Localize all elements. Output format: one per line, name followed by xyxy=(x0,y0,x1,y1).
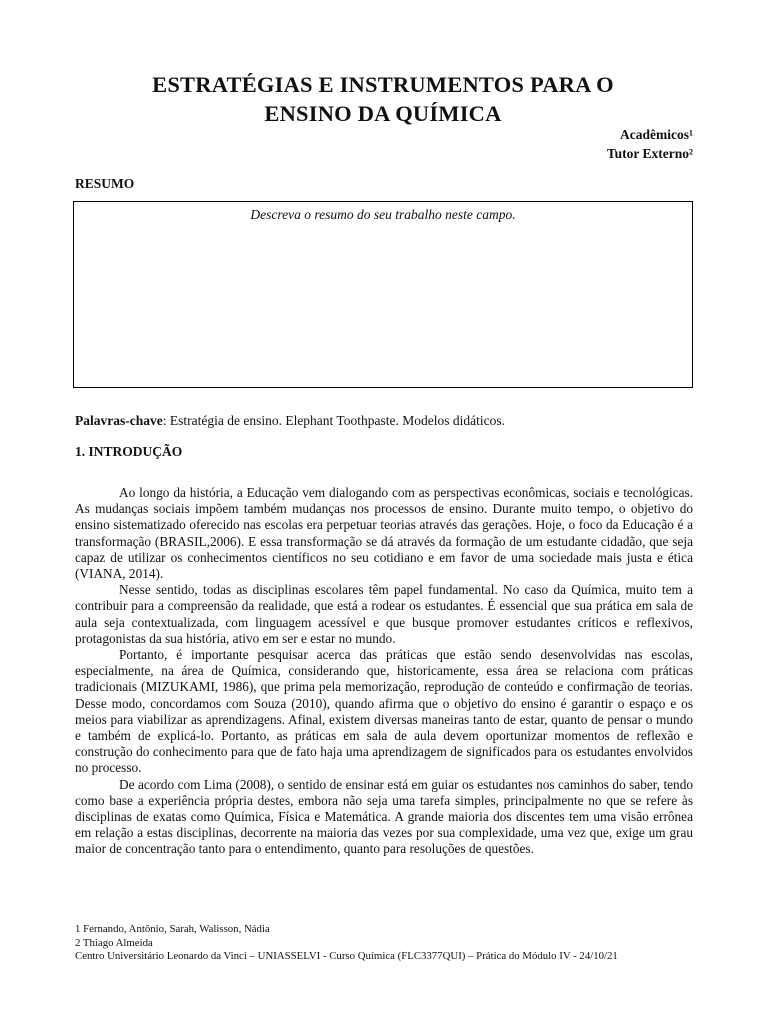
resumo-box[interactable] xyxy=(73,201,693,388)
academics-label: Acadêmicos¹ xyxy=(619,127,693,142)
keywords-line xyxy=(75,411,505,430)
footnote-institution: Centro Universitário Leonardo da Vinci – UNIASSELVI - Curso Química (FLC3377QUI) – Prática do Módulo IV - 24/10/21 xyxy=(75,950,618,962)
resumo-placeholder: Descreva o resumo do seu trabalho neste campo. xyxy=(250,207,516,222)
footnote-2: 2 Thiago Almeida xyxy=(75,936,153,949)
introduction-body xyxy=(75,485,693,858)
tutor-label: Tutor Externo² xyxy=(606,146,693,161)
section-title-introducao: 1. INTRODUÇÃO xyxy=(75,444,183,459)
resumo-heading: RESUMO xyxy=(75,176,135,191)
title-line-1: ESTRATÉGIAS E INSTRUMENTOS PARA O xyxy=(152,72,614,97)
keywords-text: : Estratégia de ensino. Elephant Toothpaste. Modelos didáticos. xyxy=(162,413,505,428)
paragraph-2: Nesse sentido, todas as disciplinas escolares têm papel fundamental. No caso da Química, muito tem a contribuir para a compreensão da realidade, que está a rodear os estudantes. É essencial que sua prática em sala de aula seja contextualizada, com linguagem acessível e que busque promover estudantes críticos e reflexivos, protagonistas da sua história, ativo em ser e estar no mundo. xyxy=(75,582,693,646)
paragraph-4: De acordo com Lima (2008), o sentido de ensinar está em guiar os estudantes nos caminhos do saber, tendo como base a experiência própria destes, embora não seja uma tarefa simples, principalmente no que se refere às disciplinas de exatas como Química, Física e Matemática. A grande maioria dos discentes tem uma visão errônea em relação a estas disciplinas, decorrente na maioria das vezes por sua complexidade, uma vez que, exige um grau maior de concentração tanto para o entendimento, quanto para resoluções de questões. xyxy=(75,776,693,857)
title-line-2: ENSINO DA QUÍMICA xyxy=(264,101,502,126)
paragraph-1: Ao longo da história, a Educação vem dialogando com as perspectivas econômicas, sociais e tecnológicas. As mudanças sociais impõem também mudanças nos processos de ensino. Durante muito tempo, o objetivo do ensino sistematizado oferecido nas escolas era perpetuar teorias através das gerações. Hoje, o foco da Educação é a transformação (BRASIL,2006). E essa transformação se dá através da formação de um estudante cidadão, que seja capaz de utilizar os conhecimentos científicos no seu cotidiano e em favor de uma sociedade mais justa e ética (VIANA, 2014). xyxy=(75,485,693,582)
footnotes xyxy=(75,923,695,964)
paragraph-3: Portanto, é importante pesquisar acerca das práticas que estão sendo desenvolvidas nas escolas, especialmente, na área de Química, considerando que, historicamente, essa área se relaciona com práticas tradicionais (MIZUKAMI, 1986), que prima pela memorização, reprodução de conteúdo e confirmação de teorias. Desse modo, concordamos com Souza (2010), quando afirma que o objetivo do ensino é garantir o espaço e os meios para viabilizar as aprendizagens. Afinal, existem diversas maneiras tanto de estar, quanto de pensar o mundo e também de explicá-lo. Portanto, as práticas em sala de aula devem oportunizar momentos de reflexão e construção do conhecimento para que de fato haja uma aprendizagem de significados para os estudantes envolvidos no processo. xyxy=(75,647,693,776)
authors-block xyxy=(607,125,693,163)
footnote-1: 1 Fernando, Antônio, Sarah, Walisson, Nádia xyxy=(75,923,270,935)
keywords-label: Palavras-chave xyxy=(75,413,163,428)
document-title xyxy=(73,70,693,128)
